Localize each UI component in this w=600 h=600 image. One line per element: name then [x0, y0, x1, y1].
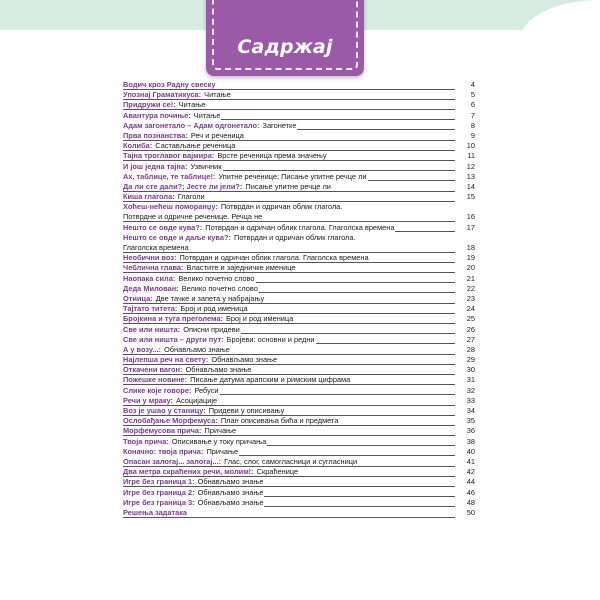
toc-entry-page-number: 16 — [455, 212, 475, 222]
toc-entry-page-number: 15 — [455, 192, 475, 202]
toc-entry-description: Обнављамо знање — [183, 365, 252, 375]
toc-entry — [123, 467, 475, 477]
toc-entry-title: Игре без граница 1: — [123, 477, 195, 487]
toc-entry — [123, 365, 475, 375]
toc-entry-description: Читање — [191, 110, 221, 120]
toc-entry — [123, 488, 475, 498]
toc-entry — [123, 172, 475, 182]
toc-entry — [123, 263, 475, 273]
toc-entry-description: Обнављамо знање — [195, 487, 264, 497]
toc-entry — [123, 396, 475, 406]
toc-entry-page-number: 30 — [455, 365, 475, 375]
toc-entry — [123, 498, 475, 508]
toc-entry-description: Глас, слог, самогласници и сугласници — [222, 456, 358, 466]
toc-entry-page-number: 38 — [455, 437, 475, 447]
table-of-contents — [123, 80, 475, 518]
toc-entry — [123, 121, 475, 131]
toc-entry — [123, 111, 475, 121]
toc-entry-description: Причање — [202, 426, 237, 436]
toc-entry-title: И још једна тајна: — [123, 161, 188, 171]
toc-entry — [123, 386, 475, 396]
toc-entry-page-number: 4 — [455, 80, 475, 90]
toc-entry — [123, 141, 475, 151]
toc-entry — [123, 243, 475, 253]
toc-entry-title: Нешто се овде кува?: — [123, 222, 203, 232]
toc-entry — [123, 192, 475, 202]
toc-entry-page-number: 25 — [455, 314, 475, 324]
page-title: Садржај — [237, 36, 333, 58]
toc-entry-page-number: 5 — [455, 90, 475, 100]
toc-entry — [123, 335, 475, 345]
toc-entry-description: Обнављамо знање — [162, 344, 230, 354]
toc-entry-description: Потврдан и одричан облик глагола. Глаголска времена — [177, 253, 369, 263]
toc-entry-description: Властите и заједничке именице — [184, 263, 296, 273]
toc-entry — [123, 416, 475, 426]
toc-entry-title: Твоја прича: — [123, 436, 169, 446]
toc-entry-page-number: 20 — [455, 263, 475, 273]
toc-entry-title: Најлепша реч на свету: — [123, 355, 209, 365]
toc-entry-title: Придружи се!: — [123, 100, 176, 110]
toc-entry-title: Деда Милован: — [123, 283, 179, 293]
toc-entry-description: Читање — [202, 90, 231, 100]
toc-entry — [123, 508, 475, 518]
toc-entry-page-number: 18 — [455, 243, 475, 253]
toc-entry-page-number: 24 — [455, 304, 475, 314]
toc-entry — [123, 477, 475, 487]
toc-entry-title: Хоћеш-нећеш поморанџу: — [123, 202, 218, 212]
toc-entry-title: Прва познанства: — [123, 130, 188, 140]
toc-entry-page-number: 14 — [455, 182, 475, 192]
toc-entry — [123, 80, 475, 90]
toc-entry-title: Авантура почиње: — [123, 110, 191, 120]
toc-entry-description: Глаголи — [175, 192, 205, 202]
toc-entry-page-number: 17 — [455, 223, 475, 233]
toc-entry — [123, 162, 475, 172]
toc-entry — [123, 406, 475, 416]
toc-entry-description: Глаголска времена — [123, 243, 189, 252]
toc-entry-description: Потврдне и одричне реченице. Речца не — [123, 212, 263, 222]
toc-entry-page-number: 34 — [455, 406, 475, 416]
toc-entry-title: Речи у мраку: — [123, 395, 173, 405]
toc-entry-title: Два метра скраћених речи, молим!: — [123, 467, 254, 477]
toc-entry-title: Откачени вагон: — [123, 365, 183, 375]
toc-entry-title: Отиица: — [123, 293, 153, 303]
toc-entry-page-number: 28 — [455, 345, 475, 355]
toc-entry-page-number: 22 — [455, 284, 475, 294]
tab-stitching — [212, 0, 358, 70]
toc-entry-page-number: 8 — [455, 121, 475, 131]
toc-entry-description: Потврдан и одричан облик глагола. — [231, 232, 356, 242]
toc-entry-title: Воз је ушао у станицу: — [123, 406, 206, 415]
toc-entry — [123, 325, 475, 335]
toc-entry-description: Скраћенице — [254, 467, 299, 477]
toc-entry-title: Решења задатака — [123, 507, 188, 517]
toc-entry — [123, 151, 475, 161]
toc-entry-page-number: 10 — [455, 141, 475, 151]
toc-entry-title: Ах, таблице, те таблице!: — [123, 171, 216, 181]
toc-entry-title: Колиба: — [123, 141, 153, 151]
toc-entry — [123, 223, 475, 233]
toc-entry-title: А у возу...: — [123, 344, 161, 354]
toc-entry-page-number: 26 — [455, 325, 475, 335]
toc-entry-description: Читање — [176, 100, 206, 110]
toc-entry-page-number: 46 — [455, 488, 475, 498]
toc-entry-description: Писање упитне речце ли — [243, 181, 331, 191]
toc-entry — [123, 202, 475, 212]
toc-entry-description: Придеви у описивању — [206, 406, 285, 415]
toc-entry — [123, 304, 475, 314]
toc-entry-page-number: 7 — [455, 111, 475, 121]
toc-entry-title: Водич кроз Радну свеску — [123, 80, 216, 89]
toc-entry-description: Број и род именица — [223, 314, 294, 324]
toc-entry — [123, 253, 475, 263]
toc-entry — [123, 212, 475, 222]
toc-entry-page-number: 31 — [455, 375, 475, 385]
toc-entry-page-number: 6 — [455, 100, 475, 110]
toc-entry-page-number: 23 — [455, 294, 475, 304]
toc-entry-page-number: 42 — [455, 467, 475, 477]
toc-entry-title: Слике које говоре: — [123, 385, 192, 395]
toc-entry-page-number: 21 — [455, 274, 475, 284]
toc-entry-page-number: 35 — [455, 416, 475, 426]
toc-entry-title: Адам загонетало – Адам одгонетало: — [123, 120, 260, 130]
toc-entry — [123, 233, 475, 243]
toc-entry-page-number: 40 — [455, 447, 475, 457]
toc-entry-page-number: 48 — [455, 498, 475, 508]
toc-entry-title: Упознај Граматикуса: — [123, 90, 202, 100]
toc-entry — [123, 426, 475, 436]
toc-entry-description: Упитне реченице; Писање упитне речце ли — [216, 171, 367, 181]
toc-entry-page-number: 27 — [455, 335, 475, 345]
toc-entry-page-number: 32 — [455, 386, 475, 396]
toc-entry-page-number: 36 — [455, 426, 475, 436]
toc-entry-page-number: 9 — [455, 131, 475, 141]
toc-entry-page-number: 12 — [455, 162, 475, 172]
header-tab — [206, 0, 364, 76]
toc-entry-title: Чеблична глава: — [123, 263, 184, 273]
toc-entry-description: Две тачке и запета у набрајању — [153, 293, 265, 303]
toc-entry-page-number: 41 — [455, 457, 475, 467]
toc-entry-title: Игре без граница 2: — [123, 487, 195, 497]
toc-entry-description: Загонетке — [260, 120, 297, 130]
toc-entry-title: Киша глагола: — [123, 192, 175, 202]
toc-entry-title: Бројкина и туга преголема: — [123, 314, 223, 324]
toc-entry-description: План описивања бића и предмета — [218, 416, 339, 426]
toc-entry — [123, 274, 475, 284]
toc-entry-description: Потврдан и одричан облик глагола. Глаголска времена — [203, 222, 395, 232]
toc-entry-description: Асоцијације — [174, 395, 218, 405]
toc-entry-description: Обнављамо знање — [195, 477, 264, 487]
toc-entry — [123, 437, 475, 447]
toc-entry — [123, 182, 475, 192]
toc-entry-title: Морфемусова прича: — [123, 426, 202, 436]
toc-entry-description: Потврдан и одричан облик глагола. — [218, 202, 343, 212]
toc-entry — [123, 457, 475, 467]
toc-entry-title: Да ли сте дали?; Јесте ли јели?: — [123, 181, 243, 191]
toc-entry-title: Наопака сила: — [123, 273, 176, 283]
toc-entry — [123, 375, 475, 385]
toc-entry-title: Све или ништа: — [123, 324, 181, 334]
toc-entry-description: Реч и реченица — [188, 130, 244, 140]
toc-entry — [123, 100, 475, 110]
toc-entry-title: Игре без граница 3: — [123, 497, 195, 507]
toc-entry-description: Обнављамо знање — [195, 497, 264, 507]
toc-entry-description: Узвичник — [188, 161, 222, 171]
toc-entry — [123, 284, 475, 294]
toc-entry — [123, 90, 475, 100]
toc-entry-description: Бројеви: основни и редни — [224, 334, 315, 344]
toc-entry-description: Велико почетно слово — [176, 273, 255, 283]
toc-entry-title: Тајтато титета: — [123, 304, 178, 314]
toc-entry-description: Врсте реченица према значењу — [215, 151, 327, 161]
toc-entry-page-number: 19 — [455, 253, 475, 263]
toc-entry-page-number: 11 — [455, 151, 475, 161]
toc-entry-page-number: 33 — [455, 396, 475, 406]
toc-entry-title: Опасан залогај... залогај...: — [123, 456, 222, 466]
toc-entry-title: Нешто се овде и даље кува?: — [123, 232, 231, 242]
toc-entry — [123, 131, 475, 141]
toc-entry-description: Причање — [204, 446, 239, 456]
toc-entry — [123, 355, 475, 365]
toc-entry-title: Тајна троглавог вајмира: — [123, 151, 215, 161]
toc-entry-description: Ребуси — [192, 385, 219, 395]
toc-entry-description: Велико почетно слово — [179, 283, 258, 293]
toc-entry-page-number: 44 — [455, 477, 475, 487]
toc-entry — [123, 294, 475, 304]
toc-entry-description: Обнављамо знање — [209, 355, 278, 365]
toc-entry-description: Број и род именица — [178, 304, 248, 314]
toc-entry — [123, 314, 475, 324]
toc-entry-title: Пожешке новине: — [123, 375, 188, 385]
toc-entry-description: Описни придеви — [181, 324, 240, 334]
toc-entry-description: Описивање у току причања — [169, 436, 267, 446]
toc-entry — [123, 447, 475, 457]
toc-entry-page-number: 29 — [455, 355, 475, 365]
toc-entry-title: Коначно: твоја прича: — [123, 446, 204, 456]
toc-entry-title: Ослобађање Морфемуса: — [123, 416, 218, 426]
toc-entry-page-number: 50 — [455, 508, 475, 518]
toc-entry-title: Све или ништа – други пут: — [123, 334, 224, 344]
toc-entry — [123, 345, 475, 355]
toc-entry-page-number: 13 — [455, 172, 475, 182]
toc-entry-description: Састављање реченица — [153, 141, 236, 151]
toc-entry-title: Необични воз: — [123, 253, 177, 263]
toc-entry-description: Писање датума арапским и римским цифрама — [188, 375, 351, 385]
